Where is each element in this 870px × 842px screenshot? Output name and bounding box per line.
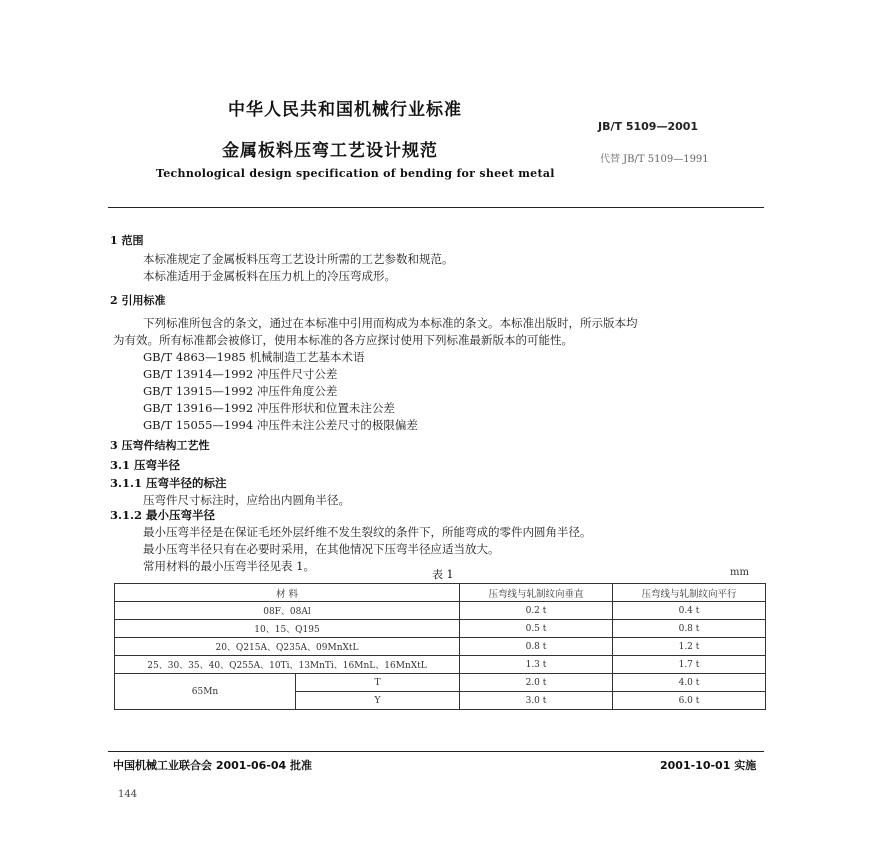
reference-item: GB/T 13914—1992 冲压件尺寸公差 [143,367,338,381]
cell-parallel: 6.0 t [613,692,766,710]
english-title: Technological design specification of bending for sheet metal [156,167,555,180]
subsection-3-1-2-line: 常用材料的最小压弯半径见表 1。 [143,559,315,573]
section-3-heading: 3 压弯件结构工艺性 [110,439,210,452]
cell-parallel: 1.2 t [613,638,766,656]
subsection-3-1-2-line: 最小压弯半径是在保证毛坯外层纤维不发生裂纹的条件下，所能弯成的零件内圆角半径。 [143,525,592,539]
section-2-line: 下列标准所包含的条文，通过在本标准中引用而构成为本标准的条文。本标准出版时，所示版本均 [143,316,638,330]
table-row [115,674,766,692]
footer-divider [108,751,764,752]
organization-title: 中华人民共和国机械行业标准 [228,100,462,120]
cell-parallel: 0.8 t [613,620,766,638]
reference-item: GB/T 4863—1985 机械制造工艺基本术语 [143,350,365,364]
table-caption: 表 1 [432,568,454,581]
cell-perpendicular: 3.0 t [460,692,613,710]
cell-condition: T [296,674,460,692]
table-header-row [115,584,766,602]
subsection-3-1: 3.1 压弯半径 [110,458,181,472]
section-2-heading: 2 引用标准 [110,294,166,307]
cell-parallel: 4.0 t [613,674,766,692]
document-title: 金属板料压弯工艺设计规范 [222,141,438,161]
table-row [115,638,766,656]
cell-parallel: 1.7 t [613,656,766,674]
approval-note: 中国机械工业联合会 2001-06-04 批准 [113,759,313,772]
cell-perpendicular: 0.5 t [460,620,613,638]
table-row [115,656,766,674]
cell-material: 10、15、Q195 [115,620,460,638]
section-1-line: 本标准规定了金属板料压弯工艺设计所需的工艺参数和规范。 [143,252,454,266]
section-1-heading: 1 范围 [110,234,144,247]
section-2-line: 为有效。所有标准都会被修订，使用本标准的各方应探讨使用下列标准最新版本的可能性。 [113,333,573,347]
replaces-note: 代替 JB/T 5109—1991 [600,154,709,165]
page-number: 144 [118,789,138,800]
cell-material: 08F、08Al [115,602,460,620]
header-perpendicular: 压弯线与轧制纹向垂直 [460,584,613,602]
cell-material: 25、30、35、40、Q255A、10Ti、13MnTi、16MnL、16MnXtL [115,656,460,674]
reference-item: GB/T 13915—1992 冲压件角度公差 [143,384,338,398]
header-material: 材 料 [115,584,460,602]
table-unit: mm [730,567,749,578]
cell-perpendicular: 0.2 t [460,602,613,620]
cell-perpendicular: 1.3 t [460,656,613,674]
subsection-3-1-1: 3.1.1 压弯半径的标注 [110,476,227,490]
cell-material: 20、Q215A、Q235A、09MnXtL [115,638,460,656]
cell-perpendicular: 0.8 t [460,638,613,656]
cell-condition: Y [296,692,460,710]
cell-material-65mn: 65Mn [115,674,296,710]
section-1-line: 本标准适用于金属板料在压力机上的冷压弯成形。 [143,269,396,283]
header-divider [108,207,764,208]
subsection-3-1-2-line: 最小压弯半径只有在必要时采用，在其他情况下压弯半径应适当放大。 [143,542,500,556]
table-row [115,602,766,620]
subsection-3-1-2: 3.1.2 最小压弯半径 [110,508,216,522]
reference-item: GB/T 15055—1994 冲压件未注公差尺寸的极限偏差 [143,418,418,432]
min-bend-radius-table [114,583,766,710]
table-row [115,620,766,638]
reference-item: GB/T 13916—1992 冲压件形状和位置未注公差 [143,401,395,415]
cell-parallel: 0.4 t [613,602,766,620]
subsection-3-1-1-text: 压弯件尺寸标注时，应给出内圆角半径。 [143,493,350,507]
header-parallel: 压弯线与轧制纹向平行 [613,584,766,602]
standard-number: JB/T 5109—2001 [598,120,699,133]
cell-perpendicular: 2.0 t [460,674,613,692]
effective-date: 2001-10-01 实施 [660,759,757,772]
